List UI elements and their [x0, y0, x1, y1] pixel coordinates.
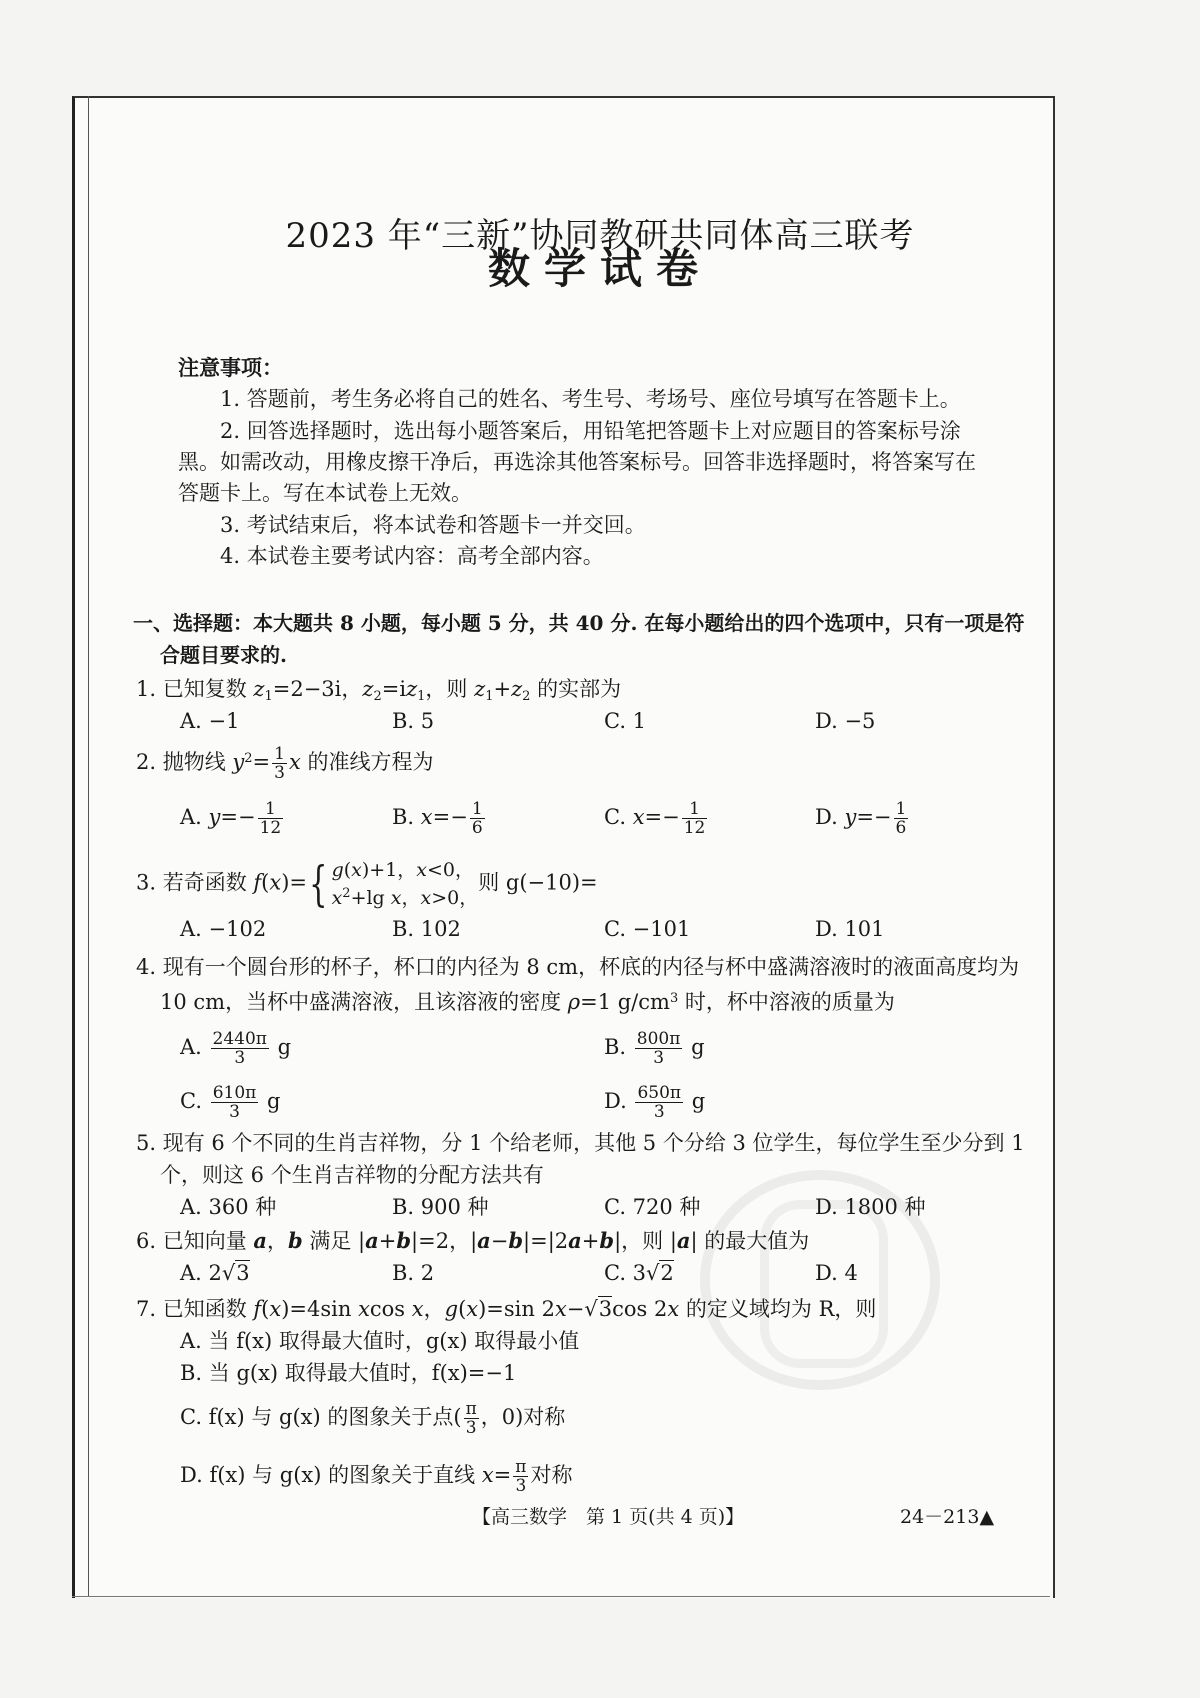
question-5-line2: 个，则这 6 个生肖吉祥物的分配方法共有 — [160, 1163, 544, 1187]
question-6: 6. 已知向量 a，b 满足 |a+b|=2，|a−b|=|2a+b|，则 |a| 的最大值为 — [136, 1228, 810, 1253]
margin-rule — [88, 96, 89, 1596]
q6-option-b: B. 2 — [392, 1261, 435, 1285]
q3-option-a: A. −102 — [180, 917, 267, 941]
q3-option-b: B. 102 — [392, 917, 461, 941]
bottom-rule — [72, 1596, 1050, 1597]
q6-option-a: A. 2√3 — [180, 1261, 250, 1285]
q1-option-a: A. −1 — [180, 709, 240, 733]
q4-option-a: A. $\frac{2440\pi}{3}$ g — [180, 1029, 292, 1068]
exam-subject: 数学试卷 — [487, 244, 712, 293]
question-2: 2. 抛物线 $y^2=$ $\frac{1}{3}$ x 的准线方程为 — [136, 744, 434, 783]
question-4-line2: 10 cm，当杯中盛满溶液，且该溶液的密度 ρ=1 $g/cm^3$ 时，杯中溶液的质量为 — [160, 990, 895, 1014]
notice-heading: 注意事项： — [178, 355, 283, 380]
q4-option-b: B. $\frac{800\pi}{3}$ g — [604, 1029, 705, 1068]
q2-option-b: B. x=− $\frac{1}{6}$ — [392, 799, 483, 838]
notice-item-4: 4. 本试卷主要考试内容：高考全部内容。 — [220, 544, 604, 568]
section1-heading-cont: 合题目要求的. — [160, 643, 287, 667]
notice-item-2-line1: 2. 回答选择题时，选出每小题答案后，用铅笔把答题卡上对应题目的答案标号涂 — [220, 419, 961, 443]
notice-item-2-line3: 答题卡上。写在本试卷上无效。 — [178, 481, 472, 505]
q3-option-d: D. 101 — [815, 917, 885, 941]
q7-option-c: C. f(x) 与 g(x) 的图象关于点( $\frac{\pi}{3}$ ，0)对称 — [180, 1399, 566, 1438]
question-3: 3. 若奇函数 f(x)={ g(x)+1，x<0， $x^2+\lg$ x，x>0， 则 g(−10)= — [136, 856, 598, 912]
question-5-line1: 5. 现有 6 个不同的生肖吉祥物，分 1 个给老师，其他 5 个分给 3 位学生，每位学生至少分到 1 — [136, 1131, 1025, 1155]
section1-heading: 一、选择题：本大题共 8 小题，每小题 5 分，共 40 分. 在每小题给出的四个选项中，只有一项是符 — [133, 611, 1025, 635]
notice-item-3: 3. 考试结束后，将本试卷和答题卡一并交回。 — [220, 513, 646, 537]
question-4-line1: 4. 现有一个圆台形的杯子，杯口的内径为 8 cm，杯底的内径与杯中盛满溶液时的液面高度均为 — [136, 955, 1020, 979]
question-1: 1. 已知复数 $z_1=2-3i$，$z_2=iz_1$，则 $z_1+z_2$ 的实部为 — [136, 677, 622, 704]
exam-title: 2023 年“三新”协同教研共同体高三联考 — [285, 216, 915, 256]
q6-option-d: D. 4 — [815, 1261, 858, 1285]
paper-code: 24－213▲ — [900, 1506, 995, 1528]
q1-option-c: C. 1 — [604, 709, 647, 733]
notice-item-2-line2: 黑。如需改动，用橡皮擦干净后，再选涂其他答案标号。回答非选择题时，将答案写在 — [178, 450, 976, 474]
q5-option-c: C. 720 种 — [604, 1195, 701, 1219]
q2-option-a: A. y=− $\frac{1}{12}$ — [180, 799, 282, 838]
q6-option-c: C. 3√2 — [604, 1261, 674, 1285]
q7-option-d: D. f(x) 与 g(x) 的图象关于直线 x= $\frac{\pi}{3}$ 对称 — [180, 1457, 573, 1496]
question-7: 7. 已知函数 f(x)=4sin xcos x，g(x)=sin 2x−√3cos 2x 的定义域均为 R，则 — [136, 1297, 877, 1321]
notice-item-1: 1. 答题前，考生务必将自己的姓名、考生号、考场号、座位号填写在答题卡上。 — [220, 387, 961, 411]
q5-option-b: B. 900 种 — [392, 1195, 489, 1219]
q5-option-a: A. 360 种 — [180, 1195, 277, 1219]
page-footer: 【高三数学 第 1 页(共 4 页)】 — [472, 1506, 745, 1528]
q4-option-c: C. $\frac{610\pi}{3}$ g — [180, 1083, 281, 1122]
q7-option-b: B. 当 g(x) 取得最大值时，f(x)=−1 — [180, 1361, 517, 1385]
q7-option-a: A. 当 f(x) 取得最大值时，g(x) 取得最小值 — [180, 1329, 580, 1353]
q2-option-c: C. x=− $\frac{1}{12}$ — [604, 799, 706, 838]
q1-option-b: B. 5 — [392, 709, 435, 733]
q4-option-d: D. $\frac{650\pi}{3}$ g — [604, 1083, 706, 1122]
q1-option-d: D. −5 — [815, 709, 876, 733]
q2-option-d: D. y=− $\frac{1}{6}$ — [815, 799, 907, 838]
q3-option-c: C. −101 — [604, 917, 691, 941]
q5-option-d: D. 1800 种 — [815, 1195, 926, 1219]
